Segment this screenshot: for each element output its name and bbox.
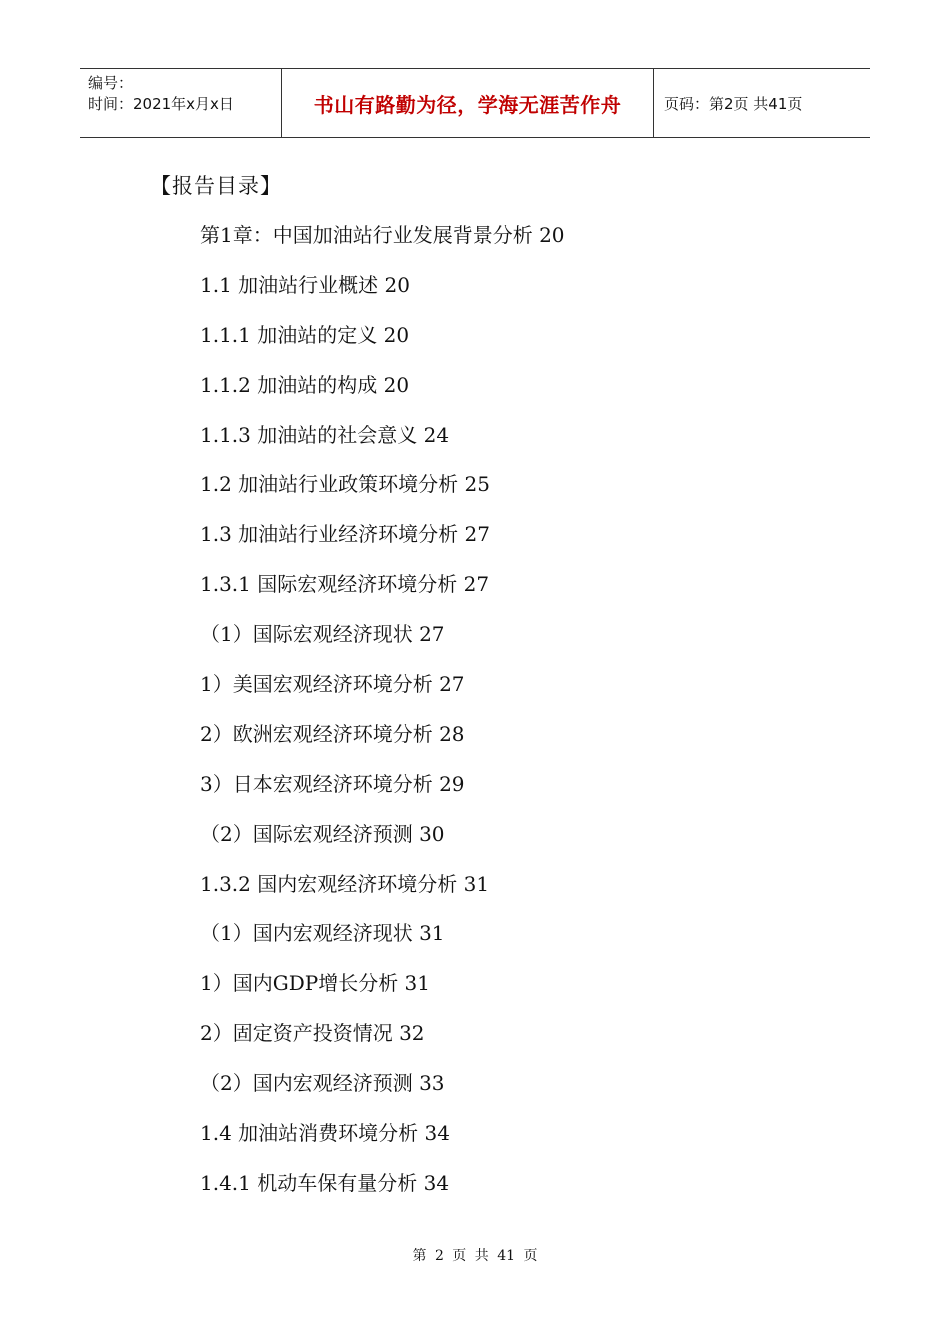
- header-page-info: 页码：第2页 共41页: [664, 94, 803, 113]
- toc-item: 1.2 加油站行业政策环境分析 25: [200, 472, 490, 497]
- toc-item: 1.1.3 加油站的社会意义 24: [200, 422, 450, 447]
- page-footer: 第 2 页 共 41 页: [412, 1248, 538, 1264]
- header-motto: 书山有路勤为径，学海无涯苦作舟: [282, 69, 654, 137]
- toc-item: 1.1 加油站行业概述 20: [200, 272, 410, 297]
- toc-item: （1）国际宏观经济现状 27: [200, 622, 445, 647]
- toc-item: 1.1.1 加油站的定义 20: [200, 322, 410, 347]
- header-meta: [80, 69, 282, 137]
- toc-item: （1）国内宏观经济现状 31: [200, 921, 445, 946]
- toc-item: （2）国内宏观经济预测 33: [200, 1071, 445, 1096]
- toc-item: 1）国内GDP增长分析 31: [200, 971, 430, 996]
- toc-item: 1.3 加油站行业经济环境分析 27: [200, 522, 490, 547]
- page-header: [80, 68, 870, 138]
- report-toc-title: 【报告目录】: [150, 174, 282, 198]
- toc-item: 1.1.2 加油站的构成 20: [200, 372, 410, 397]
- table-of-contents: [200, 212, 565, 1210]
- toc-item: 1.4.1 机动车保有量分析 34: [200, 1170, 450, 1195]
- toc-item: 1.3.1 国际宏观经济环境分析 27: [200, 572, 490, 597]
- toc-item: （2）国际宏观经济预测 30: [200, 821, 445, 846]
- toc-item: 1.3.2 国内宏观经济环境分析 31: [200, 871, 490, 896]
- document-number-label: 编号：: [88, 74, 134, 92]
- toc-item: 3）日本宏观经济环境分析 29: [200, 771, 465, 796]
- document-date: 时间：2021年x月x日: [88, 95, 234, 113]
- toc-item: 2）欧洲宏观经济环境分析 28: [200, 721, 465, 746]
- toc-item: 第1章：中国加油站行业发展背景分析 20: [200, 223, 565, 247]
- toc-item: 1）美国宏观经济环境分析 27: [200, 672, 465, 697]
- toc-item: 2）固定资产投资情况 32: [200, 1021, 425, 1046]
- toc-item: 1.4 加油站消费环境分析 34: [200, 1121, 450, 1146]
